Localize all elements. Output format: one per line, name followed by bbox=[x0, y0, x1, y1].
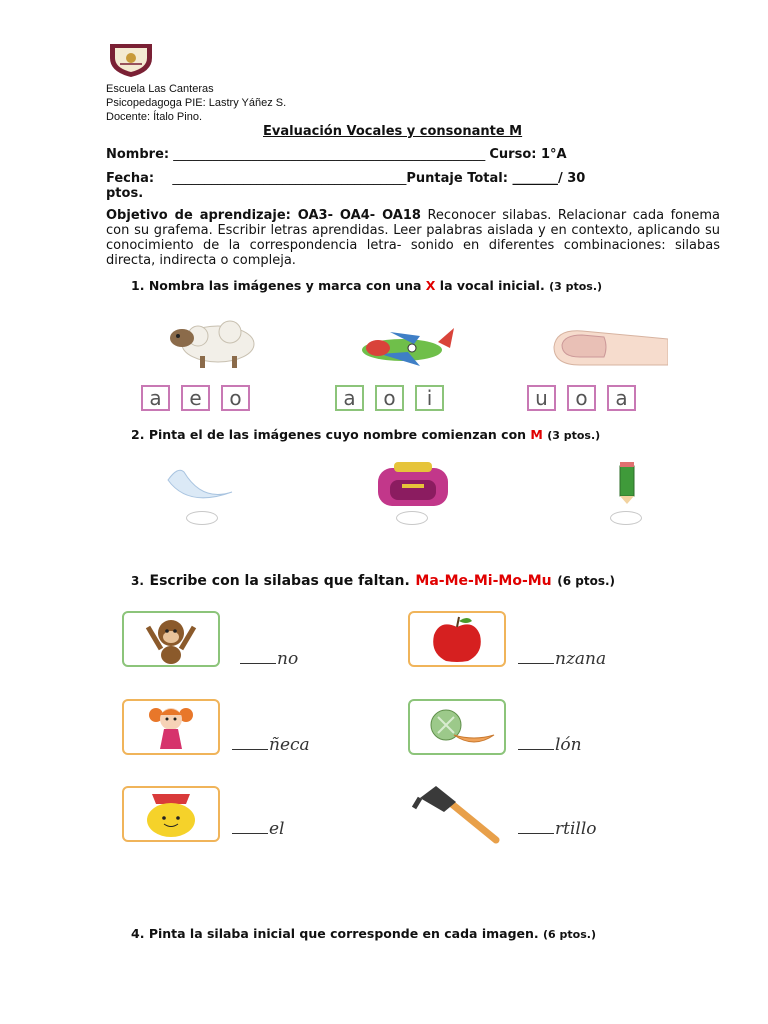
melon-image bbox=[410, 701, 504, 753]
vowel-group-2 bbox=[335, 385, 480, 411]
vowel-box[interactable]: o bbox=[375, 385, 404, 411]
psicopedagoga-line: Psicopedagoga PIE: Lastry Yáñez S. bbox=[106, 97, 287, 109]
melon-frame bbox=[408, 699, 506, 755]
fingernail-image bbox=[552, 325, 668, 369]
blank-no[interactable]: no bbox=[240, 649, 298, 669]
doll-frame bbox=[122, 699, 220, 755]
m-letter-text: M bbox=[530, 427, 543, 442]
ptos-label: ptos. bbox=[106, 186, 144, 201]
backpack-image bbox=[368, 460, 458, 508]
blank-nzana[interactable]: nzana bbox=[518, 649, 606, 669]
objective-text: Reconocer silabas. Relacionar cada fonema con su grafema. Escribir letras aprendidas. Leer palabras aislada y en contexto, aplicando su conocimiento de la correspondencia letra- sonido en diferentes combinaciones: silabas directa, indirecta o compleja. bbox=[106, 208, 721, 268]
hammer-image bbox=[412, 782, 504, 844]
blank-lon[interactable]: lón bbox=[518, 735, 582, 755]
fecha-field[interactable]: ____________________________________ bbox=[172, 171, 407, 186]
doll-image bbox=[124, 701, 218, 753]
question-3: 3. Escribe con la silabas que faltan. Ma-Me-Mi-Mo-Mu (6 ptos.) bbox=[131, 573, 616, 589]
pencil-image bbox=[612, 460, 642, 504]
question-1: 1. Nombra las imágenes y marca con una X la vocal inicial. (3 ptos.) bbox=[131, 278, 603, 293]
school-crest-logo bbox=[106, 40, 156, 78]
vowel-box[interactable]: o bbox=[221, 385, 250, 411]
x-mark-text: X bbox=[425, 278, 436, 293]
vowel-box[interactable]: e bbox=[181, 385, 210, 411]
nombre-field[interactable]: ________________________________________________ bbox=[173, 147, 486, 162]
objective-paragraph bbox=[106, 208, 720, 268]
sheep-image bbox=[160, 316, 260, 370]
blank-el[interactable]: el bbox=[232, 819, 285, 839]
moon-image bbox=[158, 462, 242, 508]
blank-neca[interactable]: ñeca bbox=[232, 735, 310, 755]
apple-image bbox=[410, 613, 504, 665]
apple-frame bbox=[408, 611, 506, 667]
nombre-row bbox=[106, 147, 720, 162]
curso-label: Curso: 1°A bbox=[489, 147, 567, 162]
vowel-box[interactable]: o bbox=[567, 385, 596, 411]
vowel-box[interactable]: a bbox=[335, 385, 364, 411]
airplane-image bbox=[350, 322, 456, 370]
monkey-image bbox=[124, 613, 218, 665]
vowel-box[interactable]: a bbox=[607, 385, 636, 411]
school-name: Escuela Las Canteras bbox=[106, 83, 214, 95]
docente-line: Docente: Ítalo Pino. bbox=[106, 111, 203, 123]
puntaje-label: Puntaje Total: _______/ 30 bbox=[406, 171, 586, 186]
vowel-group-3 bbox=[527, 385, 672, 411]
nombre-label: Nombre: bbox=[106, 147, 170, 162]
page-title: Evaluación Vocales y consonante M bbox=[263, 124, 523, 139]
question-4: 4. Pinta la silaba inicial que corresponde en cada imagen. (6 ptos.) bbox=[131, 926, 596, 941]
fecha-label: Fecha: bbox=[106, 171, 155, 186]
syllables-list: Ma-Me-Mi-Mo-Mu bbox=[415, 573, 552, 589]
radio-backpack[interactable] bbox=[396, 511, 428, 525]
vowel-box[interactable]: u bbox=[527, 385, 556, 411]
vowel-box[interactable]: a bbox=[141, 385, 170, 411]
blank-rtillo[interactable]: rtillo bbox=[518, 819, 597, 839]
honey-jar-image bbox=[124, 788, 218, 840]
radio-pencil[interactable] bbox=[610, 511, 642, 525]
fecha-row bbox=[106, 171, 720, 186]
vowel-box[interactable]: i bbox=[415, 385, 444, 411]
objective-label: Objetivo de aprendizaje: OA3- OA4- OA18 bbox=[106, 208, 421, 223]
honey-frame bbox=[122, 786, 220, 842]
vowel-group-1 bbox=[141, 385, 286, 411]
radio-moon[interactable] bbox=[186, 511, 218, 525]
question-2: 2. Pinta el de las imágenes cuyo nombre comienzan con M (3 ptos.) bbox=[131, 427, 601, 442]
monkey-frame bbox=[122, 611, 220, 667]
